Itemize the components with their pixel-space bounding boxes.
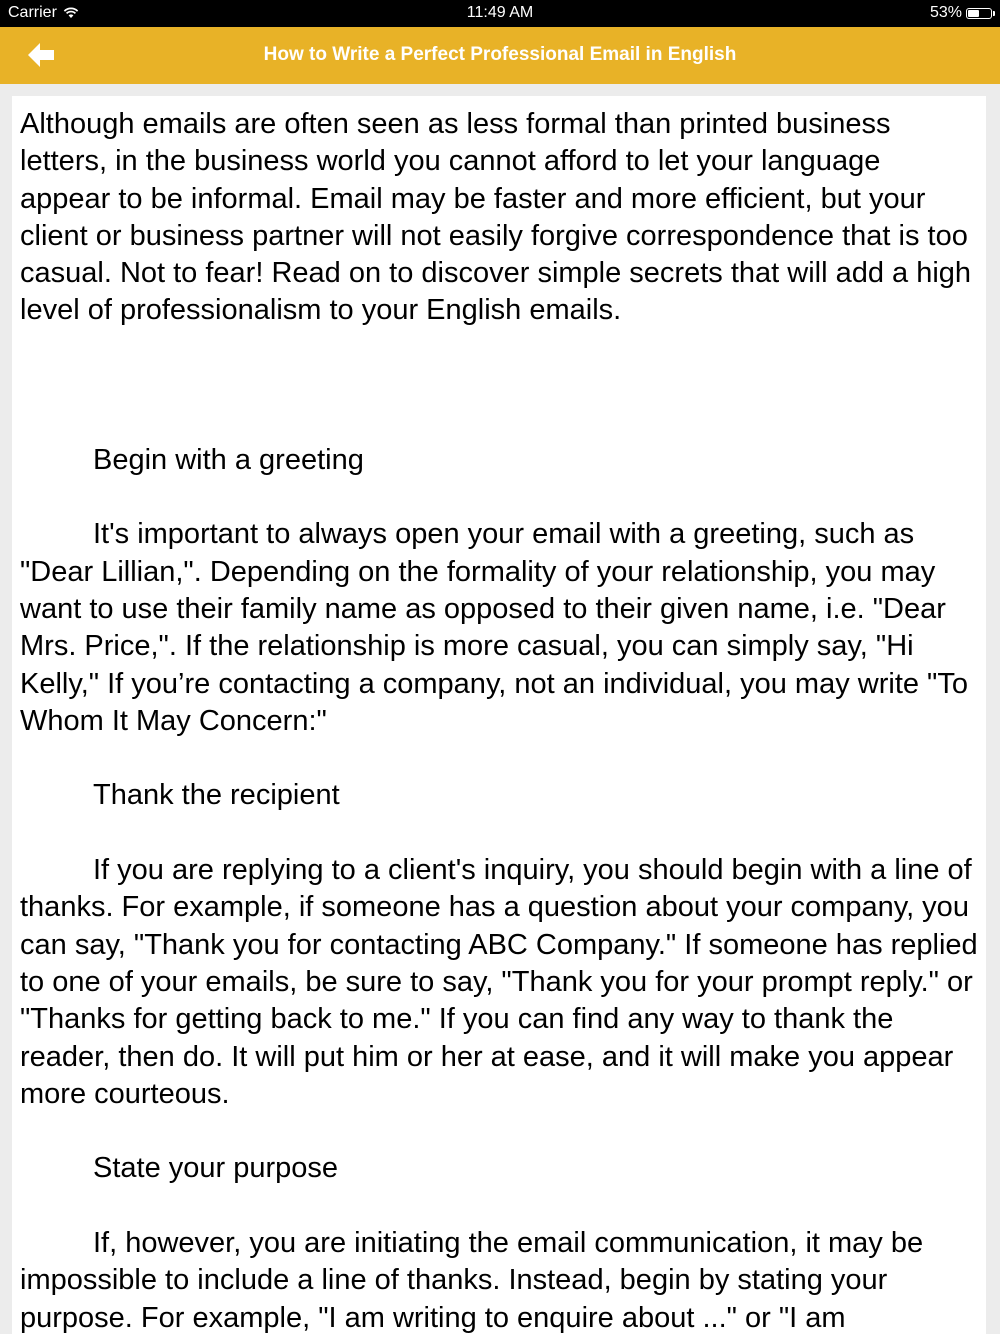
section-heading: Thank the recipient xyxy=(93,779,340,812)
page-title: How to Write a Perfect Professional Email in English xyxy=(263,44,737,65)
battery-icon xyxy=(966,8,992,19)
section-heading: State your purpose xyxy=(93,1152,339,1185)
section-heading: Begin with a greeting xyxy=(93,443,364,476)
arrow-left-icon xyxy=(22,37,62,73)
article-intro: Although emails are often seen as less formal than printed business letters, in the business world you cannot afford to let your language appear to be informal. Email may be faster and more efficient, but your client or business partner will not easily forgive correspondence that is too casual. Not to fear! Read on to discover simple secrets that will add a high level of professionalism to your English emails. xyxy=(20,108,972,327)
section-body: If, however, you are initiating the email communication, it may be impossible to include a line of thanks. Instead, begin by stating your purpose. For example, "I am writing to enquire about ..." or "I am xyxy=(20,1227,924,1334)
carrier-label: Carrier xyxy=(8,4,57,21)
battery-percent: 53% xyxy=(929,4,962,21)
battery-indicator xyxy=(930,4,992,22)
section-body: It's important to always open your email with a greeting, such as "Dear Lillian,". Depending on the formality of your relationship, you may want to use their family name as opposed to their given name, i.e. "Dear Mrs. Price,". If the relationship is more casual, you can simply say, "Hi Kelly," If you’re contacting a company, not an individual, you may write "To Whom It May Concern:" xyxy=(20,518,968,737)
navigation-bar xyxy=(0,27,1000,84)
status-time: 11:49 AM xyxy=(466,4,534,21)
battery-level-fill xyxy=(968,10,979,17)
article-content[interactable] xyxy=(12,96,986,1334)
status-bar xyxy=(0,0,1000,27)
back-button[interactable] xyxy=(22,37,62,73)
section-body: If you are replying to a client's inquiry, you should begin with a line of thanks. For example, if someone has a question about your company, you can say, "Thank you for contacting ABC Company." If someone has replied to one of your emails, be sure to say, "Thank you for your prompt reply." or "Thanks for getting back to me." If you can find any way to thank the reader, then do. It will put him or her at ease, and it will make you appear more courteous. xyxy=(20,854,978,1110)
